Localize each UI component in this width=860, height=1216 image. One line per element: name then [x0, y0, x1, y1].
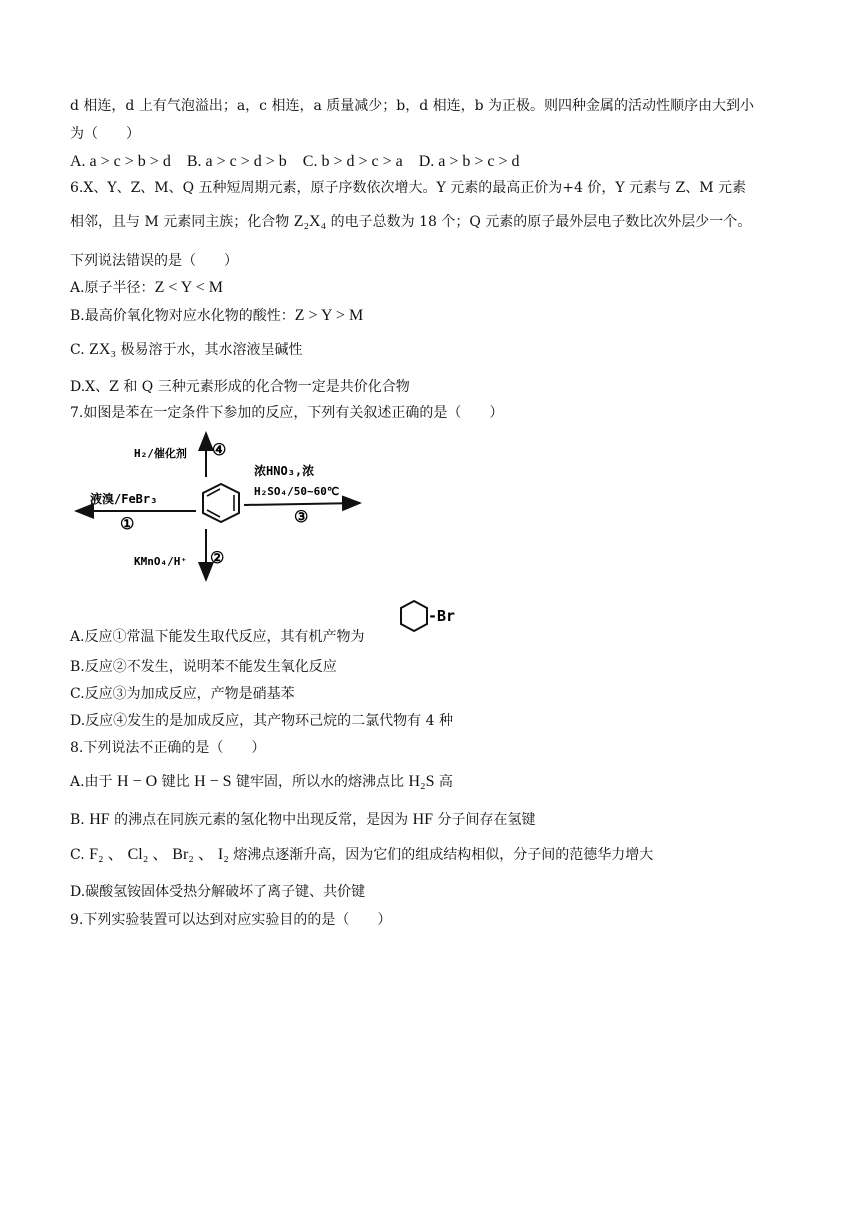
q7-option-a: A.反应①常温下能发生取代反应，其有机产物为 — [70, 629, 365, 645]
q6-stem-text-b: 的电子总数为 18 个；Q 元素的原子最外层电子数比次外层少一个。 — [326, 214, 752, 230]
reaction-3-number: ③ — [294, 507, 309, 526]
q8-option-a-bond-hs: H − S — [194, 773, 232, 790]
q5-text-line-2: 为（ ） — [70, 126, 140, 142]
reaction-1-number: ① — [120, 514, 135, 533]
q7-stem: 7.如图是苯在一定条件下参加的反应，下列有关叙述正确的是（ ） — [70, 405, 504, 421]
reaction-4-number: ④ — [212, 440, 227, 459]
q6-option-c-math: ZX₃ — [89, 341, 117, 358]
q8-option-a-text-1: A.由于 — [70, 774, 118, 790]
q6-option-b-math: Z > Y > M — [294, 307, 364, 324]
q8-option-a — [70, 772, 453, 792]
reaction-2-reagent: KMnO₄/H⁺ — [134, 555, 187, 568]
q8-option-a-bond-ho: H − O — [117, 773, 158, 790]
q6-compound-formula: Z₂X₄ — [293, 213, 327, 230]
reaction-3-arrow — [244, 503, 360, 505]
q8-stem: 8.下列说法不正确的是（ ） — [70, 740, 266, 756]
q7-option-b: B.反应②不发生，说明苯不能发生氧化反应 — [70, 659, 337, 675]
q6-option-a-label: A.原子半径： — [70, 280, 155, 296]
q6-option-b-label: B.最高价氧化物对应水化物的酸性： — [70, 308, 295, 324]
q8-option-c-text-2: 熔沸点逐渐升高，因为它们的组成结构相似，分子间的范德华力增大 — [228, 847, 654, 863]
q6-stem-line-1: 6.X、Y、Z、M、Q 五种短周期元素，原子序数依次增大。Y 元素的最高正价为+4 价，Y 元素与 Z、M 元素 — [70, 180, 746, 196]
reaction-4-reagent: H₂/催化剂 — [134, 447, 187, 460]
q6-option-c-label: C. — [70, 342, 90, 358]
bromocyclohexane-structure — [394, 597, 474, 637]
benzene-reaction-diagram — [70, 425, 370, 585]
q8-option-a-text-4: 高 — [434, 774, 453, 790]
q8-option-c — [70, 845, 653, 865]
q8-option-b-text-3: 分子间存在氢键 — [433, 812, 536, 828]
q6-question: 下列说法错误的是（ ） — [70, 253, 238, 269]
q8-option-b — [70, 810, 535, 830]
q8-option-a-h2s: H₂S — [408, 773, 435, 790]
q8-option-b-text-1: B. — [70, 812, 90, 828]
bromo-substituent-label: -Br — [428, 607, 456, 625]
q8-option-c-text-1: C. — [70, 847, 90, 863]
q9-stem: 9.下列实验装置可以达到对应实验目的的是（ ） — [70, 912, 392, 928]
q5-text-line-1: d 相连，d 上有气泡溢出；a，c 相连，a 质量减少；b，d 相连，b 为正极。则四种金属的活动性顺序由大到小 — [70, 98, 755, 114]
q8-option-b-text-2: 的沸点在同族元素的氢化物中出现反常，是因为 — [109, 812, 413, 828]
q8-option-b-hf-2: HF — [412, 811, 434, 828]
q5-options: A. a > c > b > d B. a > c > d > b C. b > d > c > a D. a > b > c > d — [70, 153, 520, 170]
q8-option-d: D.碳酸氢铵固体受热分解破坏了离子键、共价键 — [70, 884, 366, 900]
q8-option-a-text-2: 键比 — [157, 774, 195, 790]
q6-option-a — [70, 278, 223, 298]
q8-option-b-hf-1: HF — [89, 811, 110, 828]
benzene-ring — [203, 484, 239, 522]
q6-option-b — [70, 306, 363, 326]
q6-stem-line-2 — [70, 212, 751, 232]
q6-option-d: D.X、Z 和 Q 三种元素形成的化合物一定是共价化合物 — [70, 379, 410, 395]
q6-option-c — [70, 340, 302, 360]
reaction-1-reagent: 液溴/FeBr₃ — [90, 492, 158, 506]
q8-option-c-halogens: F₂ 、 Cl₂ 、 Br₂ 、 I₂ — [89, 846, 229, 863]
reaction-3-reagent-line-2: H₂SO₄/50~60℃ — [254, 485, 340, 498]
q8-option-a-text-3: 键牢固，所以水的熔沸点比 — [231, 774, 409, 790]
q6-option-a-math: Z < Y < M — [154, 279, 223, 296]
cyclohexane-ring — [401, 601, 427, 631]
reaction-3-reagent-line-1: 浓HNO₃,浓 — [254, 464, 315, 478]
q6-option-c-text: 极易溶于水，其水溶液呈碱性 — [116, 342, 303, 358]
q7-option-c: C.反应③为加成反应，产物是硝基苯 — [70, 686, 295, 702]
reaction-2-number: ② — [210, 548, 225, 567]
q6-stem-text-a: 相邻，且与 M 元素同主族；化合物 — [70, 214, 294, 230]
q7-option-d: D.反应④发生的是加成反应，其产物环己烷的二氯代物有 4 种 — [70, 713, 453, 729]
